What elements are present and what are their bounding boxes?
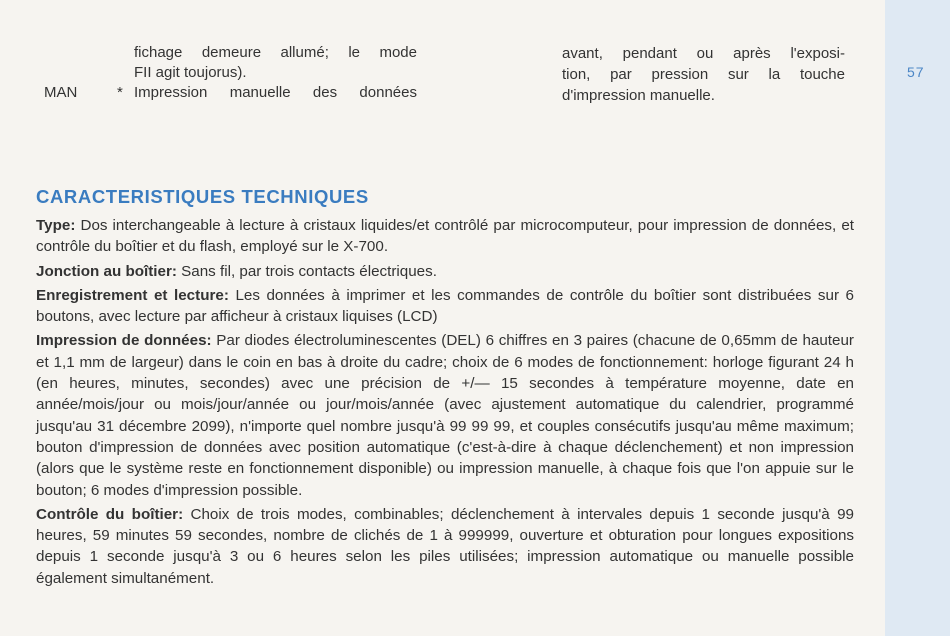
spec-connection [36,261,854,282]
mode-label: MAN [44,84,78,101]
page-side-tab [885,0,950,636]
mode-description-right [562,43,845,106]
spec-text: Par diodes électroluminescentes (DEL) 6 chiffres en 3 paires (chacune de 0,65mm de hauteur et 1,1 mm de largeur) dans le coin en bas à droite du cadre; choix de 6 modes de fonctionnement: horloge figurant 24 h (en heures, minutes, secondes) avec une précision de +/— 15 secondes à température moyenne, date en année/mois/jour ou mois/jour/année ou jour/mois/année (avec ajustement automatique du calendrier, programmé jusqu'au 31 décembre 2099), n'importe quel nombre jusqu'à 99 99 99, et couples consécutifs jusqu'au même maximum; bouton d'impression de données avec position automatique (c'est-à-dire à chaque déclenchement) et non impression (alors que le système reste en fonctionnement disponible) ou impression manuelle, à chaque fois que l'on appuie sur le bouton; 6 modes d'impression possible. [36,332,854,499]
spec-label: Contrôle du boîtier: [36,505,184,523]
mode-row [44,83,424,103]
spec-label: Impression de données: [36,332,212,350]
spec-text: Les données à imprimer et les commandes de contrôle du boîtier sont distribuées sur 6 boutons, avec lecture par afficheur à cristaux liquises (LCD) [36,286,854,326]
text-line: tion, par pression sur la touche [562,66,845,83]
spec-text: Choix de trois modes, combinables; déclenchement à intervales depuis 1 seconde jusqu'à 99 heures, 59 minutes 59 secondes, nombre de clichés de 1 à 999999, ouverture et obturation pour longues expositions depuis 1 seconde jusqu'à 3 ou 6 heures selon les piles utilisées; impression automatique ou manuelle possible également simultanément. [36,505,854,587]
mode-description-left [44,43,424,103]
spec-label: Jonction au boîtier: [36,262,177,280]
text-line: d'impression manuelle. [562,87,715,104]
text-line: FII agit toujorus). [134,64,247,81]
spec-text: Dos interchangeable à lecture à cristaux liquides/et contrôlé par microcomputeur, pour impression de données, et contrôle du boîtier et du flash, employé sur le X-700. [36,217,854,256]
spec-body-control [36,504,854,589]
page-number: 57 [907,64,925,80]
spec-label: Enregistrement et lecture: [36,286,229,304]
spec-type [36,215,854,258]
text-line: avant, pendant ou après l'exposi- [562,45,845,62]
text-line: Impression manuelle des données [134,84,417,101]
bullet-marker: * [117,84,123,101]
spec-data-imprint [36,330,854,500]
section-heading: CARACTERISTIQUES TECHNIQUES [36,186,369,207]
spec-recording [36,285,854,328]
spec-text: Sans fil, par trois contacts électriques. [176,262,437,280]
technical-specs [36,215,854,592]
spec-label: Type: [36,217,76,234]
text-line: fichage demeure allumé; le mode [134,44,417,61]
